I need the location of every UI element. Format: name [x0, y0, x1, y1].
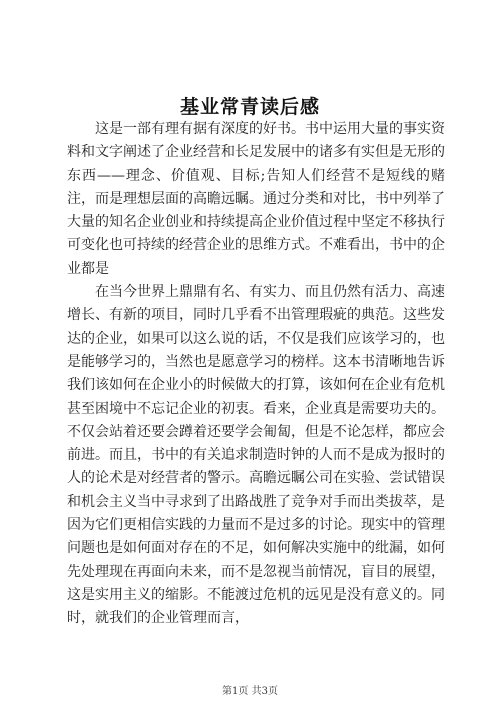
paragraph-2: 在当今世界上鼎鼎有名、有实力、而且仍然有活力、高速增长、有新的项目，同时几乎看不出管理瑕疵的典范。这些发达的企业，如果可以这么说的话，不仅是我们应该学习的，也是能够学习的，当然也是愿意学习的榜样。这本书清晰地告诉我们该如何在企业小的时候做大的打算，该如何在企业有危机甚至困境中不忘记企业的初衷。看来，企业真是需要功夫的。不仅会站着还要会蹲着还要学会匍匐，但是不论怎样，都应会前进。而且，书中的有关追求制造时钟的人而不是成为报时的人的论术是对经营者的警示。高瞻远瞩公司在实验、尝试错误和机会主义当中寻求到了出路战胜了竞争对手而出类拔萃，是因为它们更相信实践的力量而不是过多的讨论。现实中的管理问题也是如何面对存在的不足，如何解决实施中的纰漏，如何先处理现在再面向未来，而不是忽视当前情况，盲目的展望，这是实用主义的缩影。不能渡过危机的远见是没有意义的。同时，就我们的企业管理而言，	[67, 284, 445, 627]
document-title: 基业常青读后感	[179, 96, 320, 118]
document-body	[67, 118, 445, 631]
page-number: 第1页 共3页	[222, 686, 278, 697]
paragraph-1: 这是一部有理有据有深度的好书。书中运用大量的事实资料和文字阐述了企业经营和长足发展中的诸多有实但是无形的东西——理念、价值观、目标;告知人们经营不是短线的赌注，而是理想层面的高瞻远瞩。通过分类和对比，书中列举了大量的知名企业创业和持续提高企业价值过程中坚定不移执行可变化也可持续的经营企业的思维方式。不难看出，书中的企业都是	[67, 121, 445, 277]
